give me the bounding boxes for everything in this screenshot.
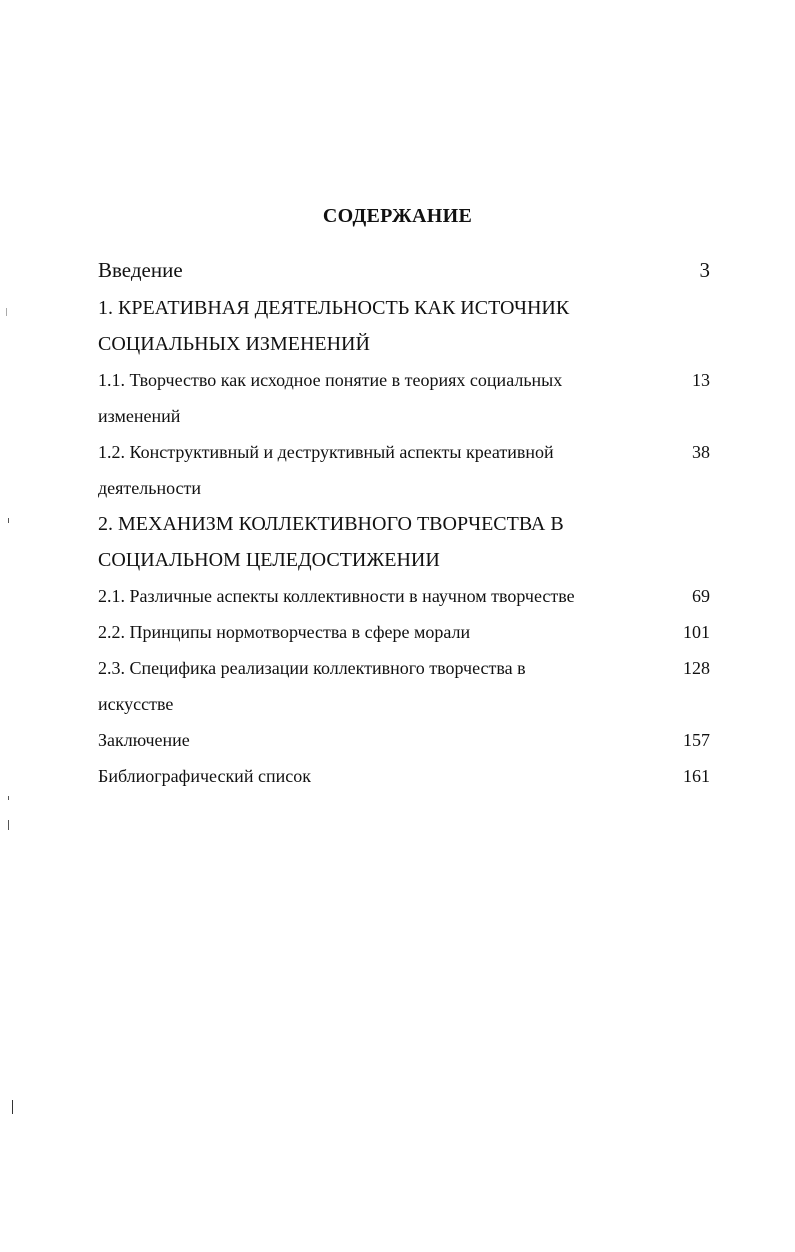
toc-entry-page: 38 (692, 442, 710, 462)
toc-entry-page: 157 (683, 730, 710, 750)
toc-entry-section-1-2 (98, 434, 710, 506)
toc-entry-section-1-1 (98, 362, 710, 434)
scan-artifact (8, 518, 9, 523)
toc-entry-text: 1. КРЕАТИВНАЯ ДЕЯТЕЛЬНОСТЬ КАК ИСТОЧНИК СОЦИАЛЬНЫХ ИЗМЕНЕНИЙ (98, 297, 570, 355)
toc-entry-text: Введение (98, 258, 183, 282)
toc-entry-text: 1.2. Конструктивный и деструктивный аспекты креативной деятельности (98, 442, 554, 498)
toc-entry-page: 69 (692, 586, 710, 606)
toc-entry-section-2-2 (98, 614, 710, 650)
toc-entry-chapter-1 (98, 290, 710, 362)
toc-list (98, 252, 710, 794)
toc-title: СОДЕРЖАНИЕ (322, 205, 473, 227)
toc-entry-section-2-3 (98, 650, 710, 722)
toc-entry-conclusion (98, 722, 710, 758)
toc-entry-chapter-2 (98, 506, 710, 578)
toc-entry-text: 2.3. Специфика реализации коллективного творчества в искусстве (98, 658, 526, 714)
toc-entry-text: Заключение (98, 730, 190, 750)
toc-entry-text: Библиографический список (98, 766, 311, 786)
toc-entry-page: 3 (699, 258, 710, 282)
toc-entry-introduction (98, 252, 710, 288)
toc-entry-page: 128 (683, 658, 710, 678)
toc-entry-text: 2.2. Принципы нормотворчества в сфере морали (98, 622, 471, 642)
scan-artifact (12, 1100, 13, 1114)
toc-entry-text: 2. МЕХАНИЗМ КОЛЛЕКТИВНОГО ТВОРЧЕСТВА В СОЦИАЛЬНОМ ЦЕЛЕДОСТИЖЕНИИ (98, 513, 564, 571)
toc-entry-page: 13 (692, 370, 710, 390)
scan-artifact (8, 796, 9, 800)
toc-entry-text: 1.1. Творчество как исходное понятие в теориях социальных изменений (98, 370, 563, 426)
toc-entry-section-2-1 (98, 578, 710, 614)
scan-artifact (8, 820, 9, 830)
toc-entry-bibliography (98, 758, 710, 794)
toc-entry-page: 161 (683, 766, 710, 786)
toc-entry-page: 101 (683, 622, 710, 642)
scan-artifact (6, 308, 7, 316)
toc-entry-text: 2.1. Различные аспекты коллективности в научном творчестве (98, 586, 575, 606)
